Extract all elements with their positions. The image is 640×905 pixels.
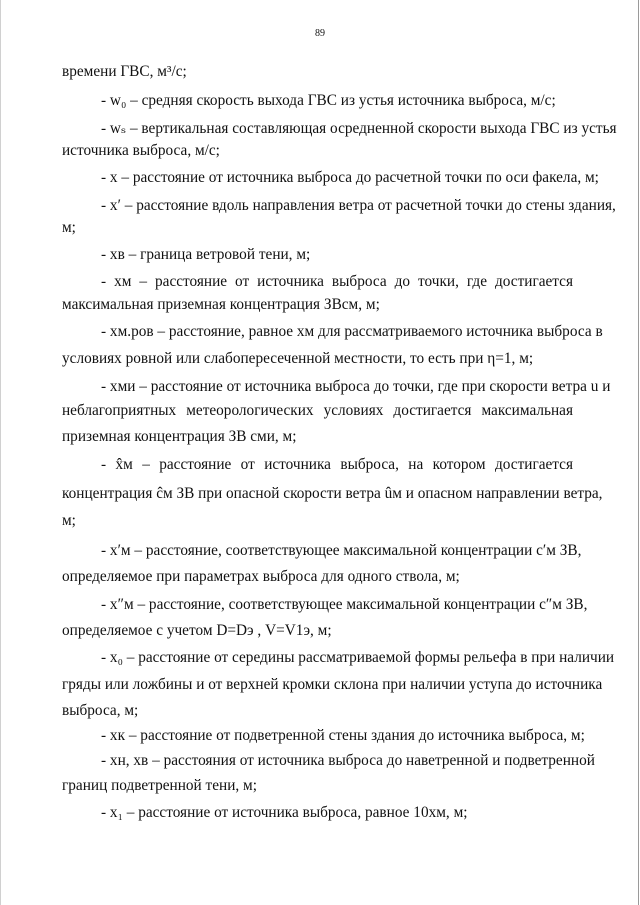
text-line: - x″м – расстояние, соответствующее максимальной концентрации c″м ЗВ, (101, 596, 588, 613)
text-line: максимальная приземная концентрация ЗВcм, м; (62, 296, 380, 313)
text-line: гряды или ложбины и от верхней кромки склона при наличии уступа до источника (62, 676, 603, 693)
page-edge-right (638, 0, 639, 905)
text-line: м; (62, 219, 76, 236)
text-line: границ подветренной тени, м; (62, 777, 257, 794)
text-line: - xми – расстояние от источника выброса до точки, где при скорости ветра u и (101, 378, 611, 395)
text-line: - xн, xв – расстояния от источника выброса до наветренной и подветренной (101, 752, 595, 769)
text-line: - xк – расстояние от подветренной стены здания до источника выброса, м; (101, 727, 585, 744)
text-line: - x′ – расстояние вдоль направления ветра от расчетной точки до стены здания, (101, 197, 616, 214)
text-line: приземная концентрация ЗВ cми, м; (62, 428, 297, 445)
text-line: времени ГВС, м³/с; (62, 63, 187, 80)
text-line: - x̂м – расстояние от источника выброса, на котором достигается (101, 456, 573, 473)
text-line: - x – расстояние от источника выброса до расчетной точки по оси факела, м; (101, 169, 599, 186)
page-number: 89 (315, 28, 325, 39)
text-line: определяемое при параметрах выброса для одного ствола, м; (62, 568, 460, 585)
page-edge-left (0, 0, 1, 905)
text-line: концентрация ĉм ЗВ при опасной скорости ветра ûм и опасном направлении ветра, (62, 485, 603, 502)
text-line: м; (62, 512, 76, 529)
text-line: условиях ровной или слабопересеченной местности, то есть при η=1, м; (62, 350, 534, 367)
text-line: неблагоприятных метеорологических условиях достигается максимальная (62, 402, 573, 419)
text-line: выброса, м; (62, 702, 139, 719)
text-line: - wₛ – вертикальная составляющая осредненной скорости выхода ГВС из устья (101, 120, 617, 137)
text-line: источника выброса, м/с; (62, 142, 220, 159)
text-line: - xм.ров – расстояние, равное xм для рассматриваемого источника выброса в (101, 323, 603, 340)
text-line: определяемое с учетом D=Dэ , V=V1э, м; (62, 622, 332, 639)
text-line: - w₀ – средняя скорость выхода ГВС из устья источника выброса, м/с; (101, 92, 556, 109)
text-line: - x₁ – расстояние от источника выброса, равное 10xм, м; (101, 804, 468, 821)
text-line: - xм – расстояние от источника выброса до точки, где достигается (101, 273, 573, 290)
text-line: - x₀ – расстояние от середины рассматриваемой формы рельефа в при наличии (101, 649, 615, 666)
text-line: - xв – граница ветровой тени, м; (101, 246, 311, 263)
text-line: - x′м – расстояние, соответствующее максимальной концентрации c′м ЗВ, (101, 542, 582, 559)
